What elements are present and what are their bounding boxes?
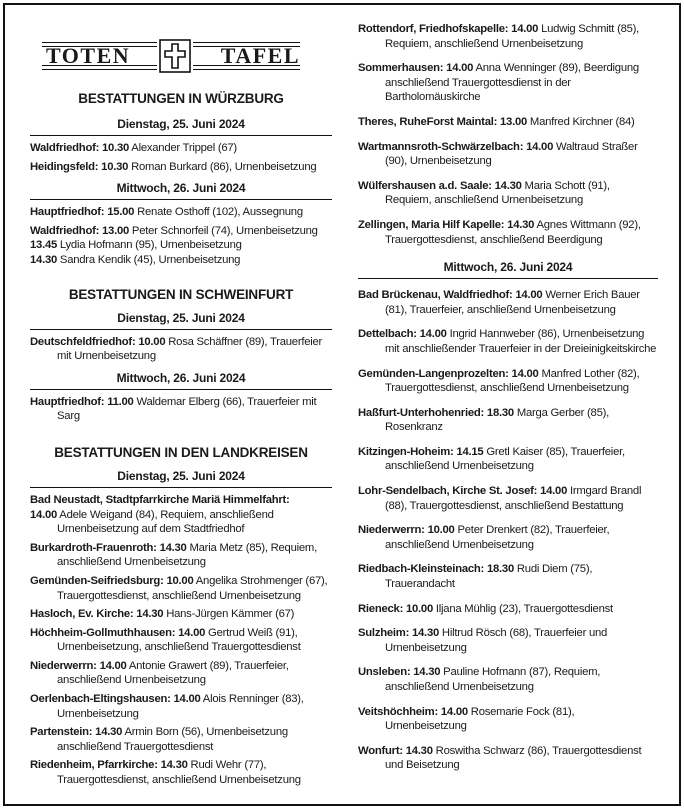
masthead <box>42 38 300 74</box>
date-heading: Mittwoch, 26. Juni 2024 <box>30 180 332 200</box>
date-heading: Dienstag, 25. Juni 2024 <box>30 468 332 488</box>
list-item: Höchheim-Gollmuthhausen: 14.00 Gertrud Weiß (91), Urnenbeisetzung, anschließend Trauergottesdienst <box>30 626 301 654</box>
list-item: Bad Neustadt, Stadtpfarrkirche Mariä Himmelfahrt: <box>30 493 290 506</box>
list-item: Gemünden-Seifriedsburg: 10.00 Angelika Strohmenger (67), Trauergottesdienst, anschließend Urnenbeisetzung <box>30 574 328 602</box>
list-item: Zellingen, Maria Hilf Kapelle: 14.30 Agnes Wittmann (92), Trauergottesdienst, anschließend Beerdigung <box>358 218 641 246</box>
list-item: Hasloch, Ev. Kirche: 14.30 Hans-Jürgen Kämmer (67) <box>30 608 295 621</box>
date-heading: Dienstag, 25. Juni 2024 <box>30 310 332 330</box>
masthead-word-left: TOTEN <box>46 47 134 65</box>
cross-icon <box>157 38 193 74</box>
list-item: 14.00 Adele Weigand (84), Requiem, anschließend Urnenbeisetzung auf dem Stadtfriedhof <box>30 508 274 536</box>
section-title-wuerzburg: BESTATTUNGEN IN WÜRZBURG <box>78 91 284 106</box>
section-title-schweinfurt: BESTATTUNGEN IN SCHWEINFURT <box>68 286 294 302</box>
section-title-landkreise: BESTATTUNGEN IN DEN LANDKREISEN <box>54 444 308 460</box>
list-item: Theres, RuheForst Maintal: 13.00 Manfred Kirchner (84) <box>358 115 635 128</box>
list-item: Wülfershausen a.d. Saale: 14.30 Maria Schott (91), Requiem, anschließend Urnenbeisetzung <box>358 179 610 207</box>
list-item: Heidingsfeld: 10.30 Roman Burkard (86), Urnenbeisetzung <box>30 160 317 173</box>
list-item: Burkardroth-Frauenroth: 14.30 Maria Metz (85), Requiem, anschließend Urnenbeisetzung <box>30 541 317 569</box>
list-item: Waldfriedhof: 10.30 Alexander Trippel (67) <box>30 142 237 154</box>
list-item: Rieneck: 10.00 Iljana Mühlig (23), Trauergottesdienst <box>358 602 613 615</box>
list-item: Veitshöchheim: 14.00 Rosemarie Fock (81), Urnenbeisetzung <box>358 705 575 733</box>
right-column <box>358 22 658 773</box>
list-item: Dettelbach: 14.00 Ingrid Hannweber (86), Urnenbeisetzung mit anschließender Trauerfeier in der Dreieinigkeitskirche <box>358 328 657 355</box>
list-item: Gemünden-Langenprozelten: 14.00 Manfred Lother (82), Trauergottesdienst, anschließend Urnenbeisetzung <box>358 367 640 395</box>
list-item: Partenstein: 14.30 Armin Born (56), Urnenbeisetzung anschließend Trauergottesdienst <box>30 726 288 753</box>
list-item: Hauptfriedhof: 11.00 Waldemar Elberg (66), Trauerfeier mit Sarg <box>30 395 317 423</box>
list-item: Hauptfriedhof: 15.00 Renate Osthoff (102), Aussegnung <box>30 206 303 219</box>
date-heading: Mittwoch, 26. Juni 2024 <box>358 259 658 279</box>
list-item: Riedenheim, Pfarrkirche: 14.30 Rudi Wehr (77), Trauergottesdienst, anschließend Urnenbeisetzung <box>30 759 301 787</box>
list-item: Wonfurt: 14.30 Roswitha Schwarz (86), Trauergottesdienst und Beisetzung <box>358 744 642 772</box>
list-item: Niederwerrn: 10.00 Peter Drenkert (82), Trauerfeier, anschließend Urnenbeisetzung <box>358 524 610 551</box>
list-item: Sulzheim: 14.30 Hiltrud Rösch (68), Trauerfeier und Urnenbeisetzung <box>358 627 608 654</box>
list-item: Waldfriedhof: 13.00 Peter Schnorfeil (74), Urnenbeisetzung <box>30 224 318 237</box>
list-item: Oerlenbach-Eltingshausen: 14.00 Alois Renninger (83), Urnenbeisetzung <box>30 693 304 720</box>
list-item: Kitzingen-Hoheim: 14.15 Gretl Kaiser (85), Trauerfeier, anschließend Urnenbeisetzung <box>358 445 625 473</box>
list-item: Deutschfeldfriedhof: 10.00 Rosa Schäffner (89), Trauerfeier mit Urnenbeisetzung <box>30 335 323 363</box>
date-heading: Mittwoch, 26. Juni 2024 <box>30 370 332 390</box>
list-item: 13.45 Lydia Hofmann (95), Urnenbeisetzung <box>30 239 242 252</box>
list-item: Haßfurt-Unterhohenried: 18.30 Marga Gerber (85), Rosenkranz <box>358 406 610 434</box>
list-item: Wartmannsroth-Schwärzelbach: 14.00 Waltraud Straßer (90), Urnenbeisetzung <box>358 140 638 168</box>
list-item: Riedbach-Kleinsteinach: 18.30 Rudi Diem (75), Trauerandacht <box>358 563 593 591</box>
masthead-word-right: TAFEL <box>217 47 300 65</box>
list-item: Rottendorf, Friedhofskapelle: 14.00 Ludwig Schmitt (85), Requiem, anschließend Urnenbeisetzung <box>358 23 640 50</box>
list-item: Bad Brückenau, Waldfriedhof: 14.00 Werner Erich Bauer (81), Trauerfeier, anschließend Urnenbeisetzung <box>358 289 640 316</box>
left-column <box>30 90 332 788</box>
list-item: Lohr-Sendelbach, Kirche St. Josef: 14.00 Irmgard Brandl (88), Trauergottesdienst, anschließend Bestattung <box>358 485 642 512</box>
list-item: Unsleben: 14.30 Pauline Hofmann (87), Requiem, anschließend Urnenbeisetzung <box>358 666 601 693</box>
date-heading: Dienstag, 25. Juni 2024 <box>30 116 332 136</box>
list-item: Niederwerrn: 14.00 Antonie Grawert (89), Trauerfeier, anschließend Urnenbeisetzung <box>30 659 289 687</box>
list-item: 14.30 Sandra Kendik (45), Urnenbeisetzung <box>30 253 241 266</box>
list-item: Sommerhausen: 14.00 Anna Wenninger (89), Beerdigung anschließend Trauergottesdienst in der Bartholomäuskirche <box>358 62 639 104</box>
